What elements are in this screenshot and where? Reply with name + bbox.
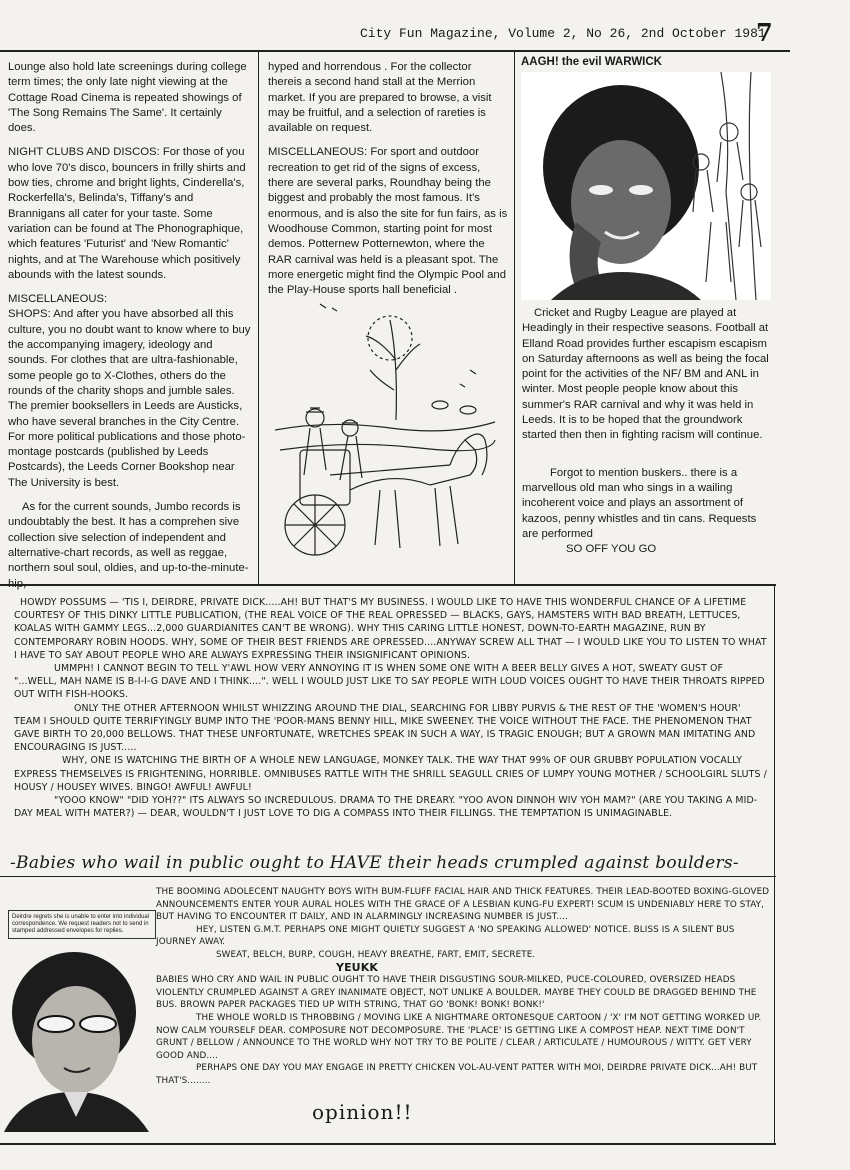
lower-paragraph: THE WHOLE WORLD IS THROBBING / MOVING LIKE A NIGHTMARE ORTONESQUE CARTOON / 'X' I'M NOT GETTING WORKED UP. NOW CALM YOURSELF DEAR. COMPOSURE NOT DECOMPOSURE. THE 'PLACE' IS GETTING LIKE A COMPOST HEAP. NEXT TIME DON'T GRUNT / BELLOW / ANNOUNCE TO THE WORLD WHY NOT TRY TO BE POLITE / CLEAR / ARTICULATE / HUMOUROUS / WITTY. GET VERY GOOD AND.... <box>156 1012 762 1061</box>
page-number: 7 <box>756 18 773 47</box>
deirdre-notice: Deirdre regrets she is unable to enter into individual correspondence. We request readers not to send in stamped addressed envelopes for replies. <box>8 910 156 939</box>
letter-paragraph: HOWDY POSSUMS — 'TIS I, DEIRDRE, PRIVATE DICK.....AH! BUT THAT'S MY BUSINESS. I WOULD LIKE TO HAVE THIS WONDERFUL CHANCE OF A LIFETIME COURTESY OF THIS DINKY LITTLE PUBLICATION, (THE REAL VOICE OF THE REAL OPRESSED — BLACKS, GAYS, HAMSTERS WITH BAD BREATH, LETTUCES, KOALAS WITH GAMMY LEGS...2,000 GUARDIANITES CAN'T BE WRONG). WHY THIS CARING LITTLE HONEST, DOWN-TO-EARTH MAGAZINE, RUN BY CONTEMPORARY ROBIN HOODS. WHY, SOME OF THEIR BEST FRIENDS ARE OPRESSED....ANYWAY SCREW ALL THAT — I WOULD LIKE YOU TO LISTEN TO WHAT I HAVE TO SAY ABOUT PEOPLE WHO ARE ALWAYS EXPRESSING THEIR INSIGNIFICANT OPINIONS. <box>14 597 767 661</box>
bottom-rule <box>0 1143 776 1145</box>
letter-paragraph: UMMPH! I CANNOT BEGIN TO TELL Y'AWL HOW VERY ANNOYING IT IS WHEN SOME ONE WITH A BEER BELLY GIVES A HOT, SWEATY GUST OF "...WELL, MAH NAME IS B-I-I-G DAVE AND I THINK....". WELL I WOULD JUST LIKE TO SAY PEOPLE WITH LOUD VOICES OUGHT TO HAVE THEIR THROATS RIPPED OUT WITH FISH-HOOKS. <box>14 663 765 701</box>
column-3-text <box>522 306 772 557</box>
horse-carriage-illustration <box>270 300 500 570</box>
paragraph: NIGHT CLUBS AND DISCOS: For those of you who love 70's disco, bouncers in frilly shirts and bow ties, chrome and bright lights, Cinderella's, Rockerfella's, Belinda's, Tiffany's and Brannigans all cater for your taste. Some variation can be found at The Phonographique, which features 'Futurist' and 'New Romantic' nights, and at The Warehouse which positively abounds with the latest sounds. <box>8 146 246 281</box>
column-divider-1 <box>258 52 259 584</box>
yeukk-label: YEUKK <box>336 960 378 974</box>
paragraph: The premier booksellers in Leeds are Austicks, who have several branches in the City Centre. For more political publications and those photo-montage postcards (published by Leeds Postcards), the Leeds Corner Bookshop near The University is best. <box>8 400 246 489</box>
deirdre-letter <box>14 596 768 820</box>
lower-text <box>156 886 770 1088</box>
column-divider-2 <box>514 52 515 584</box>
paragraph: MISCELLANEOUS: For sport and outdoor recreation to get rid of the signs of excess, there are several parks, Roundhay being the biggest and probably the most famous. It's enormous, and is also the site for fun fairs, as is Woodhouse Common, starting point for most demos. Potternew Potternewton, where the RAR carnival was held is a pleasant spot. The more energetic might find the Olympic Pool and the Play-House sports hall beneficial . <box>268 146 508 297</box>
right-border <box>774 584 775 1144</box>
letter-paragraph: "YOOO KNOW" "DID YOH??" ITS ALWAYS SO INCREDULOUS. DRAMA TO THE DREARY. "YOO AVON DINNOH WIV YOH MAM?" (ARE YOU TAKING A MID-DAY MEAL WITH MATER?) — DEAR, WOULDN'T I JUST LOVE TO DIG A COMPASS INTO THEIR FILLINGS. THE TEMPTATION IS UNIMAGINABLE. <box>14 795 758 820</box>
lower-paragraph: THE BOOMING ADOLECENT NAUGHTY BOYS WITH BUM-FLUFF FACIAL HAIR AND THICK FEATURES. THEIR LEAD-BOOTED BOXING-GLOVED ANNOUNCEMENTS ENTER YOUR AURAL HOLES WITH THE GRACE OF A LESBIAN KUNG-FU EXPERT! SCUM IS UNDENIABLY HERE TO STAY, BUT HAVING TO ENCOUNTER IT DAILY, AND IN ALARMINGLY INCREASING NUMBER IS JUST.... <box>156 887 770 923</box>
letter-paragraph: ONLY THE OTHER AFTERNOON WHILST WHIZZING AROUND THE DIAL, SEARCHING FOR LIBBY PURVIS & THE REST OF THE 'WOMEN'S HOUR' TEAM I SHOULD QUITE TERRIFYINGLY BUMP INTO THE 'POOR-MANS BENNY HILL, MIKE SWEENEY. THE VOICE WITHOUT THE FACE. THE PHENOMENON THAT GAVE BIRTH TO 20,000 BELLOWS. THAT THESE UNFORTUNATE, WRETCHES SPEAK IN SUCH A WAY, IS TRAGIC ENOUGH; BUT A GROWN MAN IMITATING AND ENCOURAGING IS JUST..... <box>14 702 756 754</box>
deirdre-portrait <box>4 942 154 1132</box>
sign-off: SO OFF YOU GO <box>566 543 657 556</box>
lower-paragraph: BABIES WHO CRY AND WAIL IN PUBLIC OUGHT TO HAVE THEIR DISGUSTING SOUR-MILKED, PUCE-COLOURED, OVERSIZED HEADS VIOLENTLY CRUMPLED AGAINST A GREY INANIMATE OBJECT, NOT UNLIKE A BOULDER. MAYBE THEY COULD BE DRAGGED BEHIND THE BUS. BROWN PAPER PACKAGES TIED UP WITH STRING, THAT GO 'BONK! BONK! BONK!' <box>156 975 757 1011</box>
heading: MISCELLANEOUS: <box>8 293 108 306</box>
warwick-photo-box <box>517 52 773 302</box>
lower-paragraph: HEY, LISTEN G.M.T. PERHAPS ONE MIGHT QUIETLY SUGGEST A 'NO SPEAKING ALLOWED' NOTICE. BLISS IS A SILENT BUS JOURNEY AWAY. <box>156 924 735 948</box>
paragraph: Cricket and Rugby League are played at Headingly in their respective seasons. Football at Elland Road provides further escapism escapism on Saturday afternoons as well as being the focal point for the activities of the NF/ BM and ANL in winter. Most people people know about this summer's RAR carnival and why it was held in Leeds. It is to be hoped that the groundwork started then then in fighting racism will continue. <box>522 307 769 442</box>
photo-caption: AAGH! the evil WARWICK <box>521 56 662 68</box>
letter-paragraph: WHY, ONE IS WATCHING THE BIRTH OF A WHOLE NEW LANGUAGE, MONKEY TALK. THE WAY THAT 99% OF OUR GRUBBY POPULATION VOCALLY EXPRESS THEMSELVES IS FRIGHTENING, HORRIBLE. OMNIBUSES RATTLE WITH THE SHRILL SEAGULL CRIES OF LUMPY YOUNG MOTHER / SCHOOLGIRL SLUTS / HOUSY / HOUSEY WIVES. BINGO! AWFUL! AWFUL! <box>14 755 767 793</box>
paragraph: As for the current sounds, Jumbo records is undoubtably the best. It has a comprehen sive collection sive selection of independent and alternative-chart records, as well as reggae, northern soul soul, oldies, and up-to-the-minute-hip, <box>8 501 249 590</box>
babies-headline: -Babies who wail in public ought to HAVE their heads crumpled against boulders- <box>10 853 739 873</box>
paragraph: Lounge also hold late screenings during college term times; the only late night viewing at the Cottage Road Cinema is repeated showings of 'The Song Remains The Same'. It certainly does. <box>8 61 247 135</box>
paragraph: Forgot to mention buskers.. there is a marvellous old man who sings in a wailing incoherent voice and plays an assortment of kazoos, penny whistles and tin cans. Requests are performed <box>522 466 757 540</box>
paragraph: hyped and horrendous . For the collector thereis a second hand stall at the Merrion market. If you are prepared to browse, a visit may be fruitful, and a selection of rareties is available on request. <box>268 61 492 135</box>
lower-paragraph: PERHAPS ONE DAY YOU MAY ENGAGE IN PRETTY CHICKEN VOL-AU-VENT PATTER WITH MOI, DEIRDRE PRIVATE DICK...AH! BUT THAT'S........ <box>156 1063 758 1086</box>
column-1 <box>8 60 252 601</box>
magazine-header: City Fun Magazine, Volume 2, No 26, 2nd October 1981 <box>360 26 766 41</box>
column-2 <box>268 60 508 307</box>
opinion-label: opinion!! <box>312 1100 413 1124</box>
headline-rule <box>0 876 776 877</box>
warwick-photo <box>521 72 771 300</box>
lower-paragraph: SWEAT, BELCH, BURP, COUGH, HEAVY BREATHE, FART, EMIT, SECRETE. <box>216 949 536 960</box>
paragraph: SHOPS: And after you have absorbed all this culture, you no doubt want to know where to buy the accompanying imagery, ideology and sounds. For clothes that are ultra-fashionable, some people go to X-Clothes, others do the rounds of the charity shops and jumble sales. <box>8 308 251 397</box>
